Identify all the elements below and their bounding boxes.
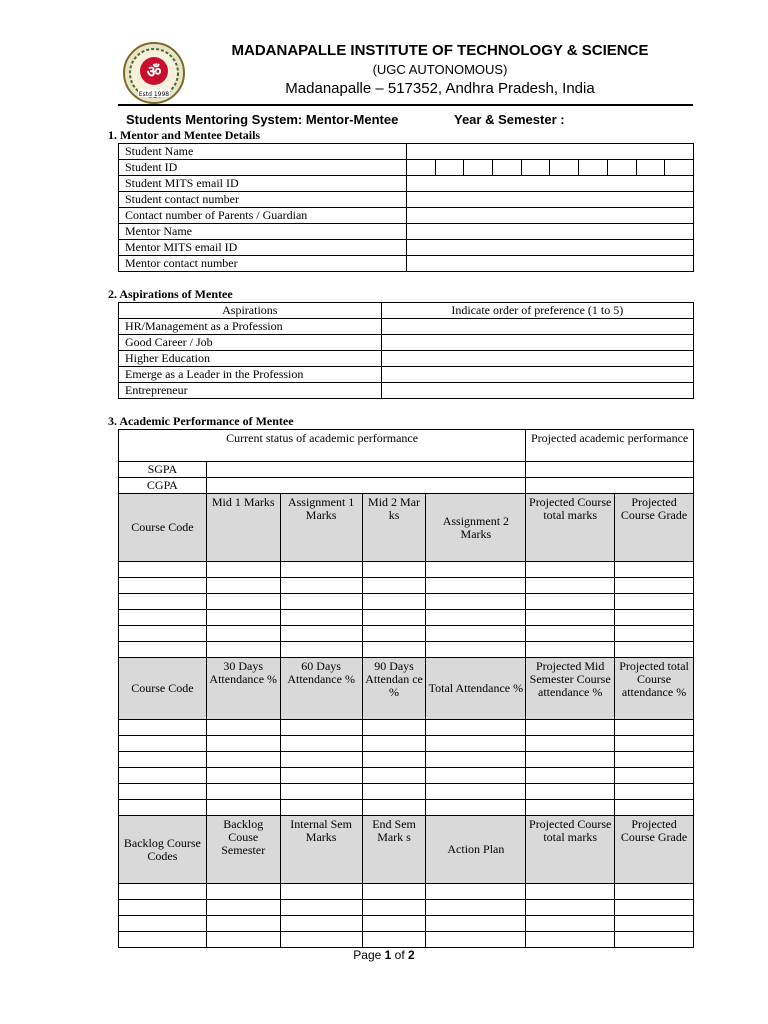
backlog-entry-row-cell[interactable]: [280, 932, 362, 948]
attendance-entry-row-cell[interactable]: [206, 736, 280, 752]
mentee-detail-value[interactable]: [406, 192, 694, 208]
attendance-entry-row-cell[interactable]: [119, 800, 207, 816]
attendance-entry-row: [119, 720, 694, 736]
attendance-entry-row-cell[interactable]: [615, 720, 694, 736]
marks-entry-row: [119, 578, 694, 594]
backlog-header-row-cell: Projected Course Grade: [615, 816, 694, 884]
attendance-entry-row-cell[interactable]: [362, 736, 426, 752]
mentee-detail-label: Student contact number: [119, 192, 407, 208]
marks-entry-row-cell[interactable]: [426, 578, 526, 594]
aspiration-row: [119, 351, 694, 367]
attendance-entry-row-cell[interactable]: [206, 800, 280, 816]
attendance-header-row-cell: 30 Days Attendance %: [206, 658, 280, 720]
attendance-entry-row-cell[interactable]: [206, 720, 280, 736]
sgpa-row: [119, 462, 694, 478]
attendance-entry-row-cell[interactable]: [426, 752, 526, 768]
marks-entry-row: [119, 642, 694, 658]
marks-entry-row-cell[interactable]: [615, 626, 694, 642]
aspiration-row: [119, 335, 694, 351]
mentee-detail-row: [119, 224, 694, 240]
mentee-detail-value[interactable]: [406, 160, 694, 176]
svg-text:ॐ: ॐ: [146, 62, 162, 81]
marks-entry-row-cell[interactable]: [280, 610, 362, 626]
attendance-entry-row-cell[interactable]: [426, 768, 526, 784]
aspiration-label: Emerge as a Leader in the Profession: [119, 367, 382, 383]
student-id-boxes[interactable]: [407, 160, 694, 175]
marks-entry-row-cell[interactable]: [362, 626, 426, 642]
attendance-entry-row: [119, 800, 694, 816]
aspirations-table: [118, 302, 694, 399]
backlog-entry-row: [119, 932, 694, 948]
mentee-detail-label: Student Name: [119, 144, 407, 160]
marks-entry-row-cell[interactable]: [206, 610, 280, 626]
marks-entry-row-cell[interactable]: [206, 594, 280, 610]
year-semester-label: Year & Semester :: [454, 112, 565, 127]
mentee-detail-value[interactable]: [406, 176, 694, 192]
attendance-entry-row-cell[interactable]: [119, 768, 207, 784]
backlog-entry-row-cell[interactable]: [206, 900, 280, 916]
attendance-entry-row-cell[interactable]: [526, 768, 615, 784]
attendance-entry-row-cell[interactable]: [426, 736, 526, 752]
mentee-detail-row: [119, 144, 694, 160]
aspiration-label: Entrepreneur: [119, 383, 382, 399]
marks-entry-row-cell[interactable]: [280, 642, 362, 658]
mentee-detail-row: [119, 256, 694, 272]
logo-estd-text: Estd 1998: [138, 91, 170, 98]
header-rule: [118, 104, 693, 106]
backlog-entry-row: [119, 916, 694, 932]
attendance-entry-row-cell[interactable]: [280, 800, 362, 816]
marks-entry-row-cell[interactable]: [526, 594, 615, 610]
marks-entry-row-cell[interactable]: [526, 562, 615, 578]
backlog-entry-row-cell[interactable]: [280, 884, 362, 900]
marks-entry-row-cell[interactable]: [206, 626, 280, 642]
sgpa-projected-input[interactable]: [526, 462, 694, 478]
preference-input[interactable]: [381, 335, 693, 351]
attendance-entry-row-cell[interactable]: [280, 720, 362, 736]
attendance-entry-row-cell[interactable]: [280, 784, 362, 800]
attendance-entry-row-cell[interactable]: [119, 720, 207, 736]
marks-entry-row-cell[interactable]: [362, 610, 426, 626]
backlog-entry-row: [119, 900, 694, 916]
attendance-entry-row-cell[interactable]: [526, 720, 615, 736]
cgpa-row: [119, 478, 694, 494]
institute-address: Madanapalle – 517352, Andhra Pradesh, India: [285, 80, 595, 97]
current-status-header: Current status of academic performance: [119, 430, 526, 462]
attendance-entry-row-cell[interactable]: [280, 736, 362, 752]
attendance-entry-row: [119, 768, 694, 784]
attendance-entry-row-cell[interactable]: [362, 800, 426, 816]
marks-entry-row-cell[interactable]: [526, 626, 615, 642]
marks-entry-row-cell[interactable]: [280, 626, 362, 642]
backlog-entry-row-cell[interactable]: [526, 916, 615, 932]
sgpa-label: SGPA: [119, 462, 207, 478]
marks-entry-row-cell[interactable]: [280, 578, 362, 594]
mentee-detail-value[interactable]: [406, 208, 694, 224]
marks-entry-row-cell[interactable]: [362, 578, 426, 594]
attendance-entry-row-cell[interactable]: [615, 736, 694, 752]
attendance-header-row: [119, 658, 694, 720]
mentee-detail-value[interactable]: [406, 256, 694, 272]
marks-entry-row-cell[interactable]: [206, 562, 280, 578]
academic-performance-table: [118, 429, 694, 948]
attendance-entry-row-cell[interactable]: [362, 784, 426, 800]
attendance-header-row-cell: Projected total Course attendance %: [615, 658, 694, 720]
marks-entry-row-cell[interactable]: [426, 642, 526, 658]
backlog-entry-row-cell[interactable]: [362, 916, 426, 932]
marks-entry-row-cell[interactable]: [362, 594, 426, 610]
marks-entry-row-cell[interactable]: [426, 594, 526, 610]
mentee-detail-label: Student MITS email ID: [119, 176, 407, 192]
page-total: 2: [408, 948, 415, 962]
mentee-detail-row: [119, 192, 694, 208]
attendance-entry-row-cell[interactable]: [280, 768, 362, 784]
backlog-entry-row: [119, 884, 694, 900]
aspirations-col-header: Aspirations: [119, 303, 382, 319]
marks-header-row-cell: Projected Course total marks: [526, 494, 615, 562]
attendance-entry-row-cell[interactable]: [615, 800, 694, 816]
backlog-header-row-cell: Internal Sem Marks: [280, 816, 362, 884]
sgpa-current-input[interactable]: [206, 462, 526, 478]
preference-col-header: Indicate order of preference (1 to 5): [381, 303, 693, 319]
marks-entry-row-cell[interactable]: [615, 578, 694, 594]
attendance-entry-row-cell[interactable]: [119, 736, 207, 752]
backlog-entry-row-cell[interactable]: [426, 884, 526, 900]
attendance-entry-row-cell[interactable]: [526, 752, 615, 768]
attendance-entry-row: [119, 752, 694, 768]
backlog-entry-row-cell[interactable]: [206, 884, 280, 900]
attendance-header-row-cell: 60 Days Attendance %: [280, 658, 362, 720]
page-footer: Page 1 of 2: [353, 948, 415, 962]
mentee-detail-label: Contact number of Parents / Guardian: [119, 208, 407, 224]
preference-input[interactable]: [381, 383, 693, 399]
marks-entry-row: [119, 610, 694, 626]
backlog-header-row-cell: Backlog Couse Semester: [206, 816, 280, 884]
cgpa-projected-input[interactable]: [526, 478, 694, 494]
page-current: 1: [384, 948, 392, 962]
mentor-mentee-table: [118, 143, 694, 272]
backlog-entry-row-cell[interactable]: [206, 932, 280, 948]
section2-heading: 2. Aspirations of Mentee: [108, 287, 233, 301]
marks-entry-row-cell[interactable]: [362, 642, 426, 658]
aspiration-row: [119, 319, 694, 335]
backlog-entry-row-cell[interactable]: [362, 932, 426, 948]
aspiration-label: Higher Education: [119, 351, 382, 367]
attendance-header-row-cell: 90 Days Attendan ce %: [362, 658, 426, 720]
preference-input[interactable]: [381, 367, 693, 383]
marks-header-row-cell: Mid 2 Mar ks: [362, 494, 426, 562]
marks-entry-row-cell[interactable]: [206, 578, 280, 594]
backlog-entry-row-cell[interactable]: [615, 884, 694, 900]
section3-heading: 3. Academic Performance of Mentee: [108, 414, 294, 428]
marks-header-row-cell: Assignment 2 Marks: [426, 494, 526, 562]
attendance-entry-row-cell[interactable]: [526, 784, 615, 800]
mentee-detail-row: [119, 160, 694, 176]
marks-entry-row-cell[interactable]: [119, 642, 207, 658]
backlog-entry-row-cell[interactable]: [119, 916, 207, 932]
marks-header-row-cell: Assignment 1 Marks: [280, 494, 362, 562]
aspiration-row: [119, 383, 694, 399]
attendance-entry-row-cell[interactable]: [280, 752, 362, 768]
attendance-entry-row-cell[interactable]: [362, 768, 426, 784]
attendance-entry-row-cell[interactable]: [426, 720, 526, 736]
backlog-entry-row-cell[interactable]: [526, 884, 615, 900]
mentee-detail-value[interactable]: [406, 144, 694, 160]
attendance-entry-row-cell[interactable]: [615, 752, 694, 768]
attendance-header-row-cell: Total Attendance %: [426, 658, 526, 720]
preference-input[interactable]: [381, 351, 693, 367]
marks-header-row-cell: Projected Course Grade: [615, 494, 694, 562]
projected-performance-header: Projected academic performance: [526, 430, 694, 462]
backlog-entry-row-cell[interactable]: [119, 932, 207, 948]
cgpa-current-input[interactable]: [206, 478, 526, 494]
marks-entry-row-cell[interactable]: [206, 642, 280, 658]
backlog-entry-row-cell[interactable]: [119, 884, 207, 900]
attendance-entry-row: [119, 736, 694, 752]
attendance-entry-row-cell[interactable]: [206, 752, 280, 768]
form-title: Students Mentoring System: Mentor-Mentee: [126, 112, 399, 127]
attendance-entry-row-cell[interactable]: [526, 800, 615, 816]
marks-entry-row: [119, 594, 694, 610]
marks-entry-row-cell[interactable]: [615, 594, 694, 610]
mentee-detail-row: [119, 240, 694, 256]
preference-input[interactable]: [381, 319, 693, 335]
backlog-header-row-cell: Projected Course total marks: [526, 816, 615, 884]
cgpa-label: CGPA: [119, 478, 207, 494]
backlog-entry-row-cell[interactable]: [426, 932, 526, 948]
mentee-detail-value[interactable]: [406, 240, 694, 256]
attendance-header-row-cell: Course Code: [119, 658, 207, 720]
marks-entry-row-cell[interactable]: [280, 562, 362, 578]
marks-entry-row-cell[interactable]: [615, 610, 694, 626]
backlog-entry-row-cell[interactable]: [426, 916, 526, 932]
attendance-entry-row-cell[interactable]: [426, 784, 526, 800]
backlog-header-row-cell: Action Plan: [426, 816, 526, 884]
mentee-detail-label: Mentor Name: [119, 224, 407, 240]
backlog-header-row-cell: Backlog Course Codes: [119, 816, 207, 884]
marks-entry-row: [119, 626, 694, 642]
performance-title-row: [119, 430, 694, 462]
backlog-entry-row-cell[interactable]: [426, 900, 526, 916]
marks-entry-row-cell[interactable]: [426, 562, 526, 578]
mentee-detail-label: Mentor MITS email ID: [119, 240, 407, 256]
marks-entry-row-cell[interactable]: [280, 594, 362, 610]
backlog-entry-row-cell[interactable]: [119, 900, 207, 916]
mentee-detail-label: Mentor contact number: [119, 256, 407, 272]
attendance-header-row-cell: Projected Mid Semester Course attendance %: [526, 658, 615, 720]
backlog-entry-row-cell[interactable]: [615, 916, 694, 932]
backlog-entry-row-cell[interactable]: [280, 916, 362, 932]
aspiration-label: HR/Management as a Profession: [119, 319, 382, 335]
mentee-detail-label: Student ID: [119, 160, 407, 176]
marks-entry-row-cell[interactable]: [426, 626, 526, 642]
attendance-entry-row-cell[interactable]: [615, 784, 694, 800]
backlog-entry-row-cell[interactable]: [526, 900, 615, 916]
backlog-header-row: [119, 816, 694, 884]
backlog-entry-row-cell[interactable]: [280, 900, 362, 916]
backlog-entry-row-cell[interactable]: [526, 932, 615, 948]
backlog-header-row-cell: End Sem Mark s: [362, 816, 426, 884]
institute-status: (UGC AUTONOMOUS): [372, 62, 508, 77]
mentee-detail-row: [119, 208, 694, 224]
attendance-entry-row-cell[interactable]: [526, 736, 615, 752]
marks-entry-row-cell[interactable]: [119, 610, 207, 626]
marks-entry-row-cell[interactable]: [615, 642, 694, 658]
marks-entry-row-cell[interactable]: [526, 610, 615, 626]
backlog-entry-row-cell[interactable]: [362, 884, 426, 900]
backlog-entry-row-cell[interactable]: [206, 916, 280, 932]
backlog-entry-row-cell[interactable]: [615, 900, 694, 916]
attendance-entry-row-cell[interactable]: [615, 768, 694, 784]
attendance-entry-row-cell[interactable]: [119, 752, 207, 768]
marks-entry-row-cell[interactable]: [615, 562, 694, 578]
marks-header-row: [119, 494, 694, 562]
marks-entry-row-cell[interactable]: [119, 562, 207, 578]
marks-entry-row: [119, 562, 694, 578]
section1-heading: 1. Mentor and Mentee Details: [108, 128, 261, 142]
institute-logo: [122, 41, 186, 105]
marks-entry-row-cell[interactable]: [526, 642, 615, 658]
aspirations-header-row: [119, 303, 694, 319]
backlog-entry-row-cell[interactable]: [615, 932, 694, 948]
marks-header-row-cell: Course Code: [119, 494, 207, 562]
attendance-entry-row-cell[interactable]: [206, 784, 280, 800]
attendance-entry-row-cell[interactable]: [426, 800, 526, 816]
aspiration-row: [119, 367, 694, 383]
aspiration-label: Good Career / Job: [119, 335, 382, 351]
attendance-entry-row: [119, 784, 694, 800]
attendance-entry-row-cell[interactable]: [206, 768, 280, 784]
marks-entry-row-cell[interactable]: [119, 626, 207, 642]
institute-name: MADANAPALLE INSTITUTE OF TECHNOLOGY & SCIENCE: [231, 42, 649, 59]
marks-entry-row-cell[interactable]: [426, 610, 526, 626]
attendance-entry-row-cell[interactable]: [362, 752, 426, 768]
marks-entry-row-cell[interactable]: [119, 594, 207, 610]
marks-entry-row-cell[interactable]: [362, 562, 426, 578]
marks-entry-row-cell[interactable]: [526, 578, 615, 594]
marks-header-row-cell: Mid 1 Marks: [206, 494, 280, 562]
mentee-detail-row: [119, 176, 694, 192]
attendance-entry-row-cell[interactable]: [362, 720, 426, 736]
marks-entry-row-cell[interactable]: [119, 578, 207, 594]
attendance-entry-row-cell[interactable]: [119, 784, 207, 800]
backlog-entry-row-cell[interactable]: [362, 900, 426, 916]
mentee-detail-value[interactable]: [406, 224, 694, 240]
